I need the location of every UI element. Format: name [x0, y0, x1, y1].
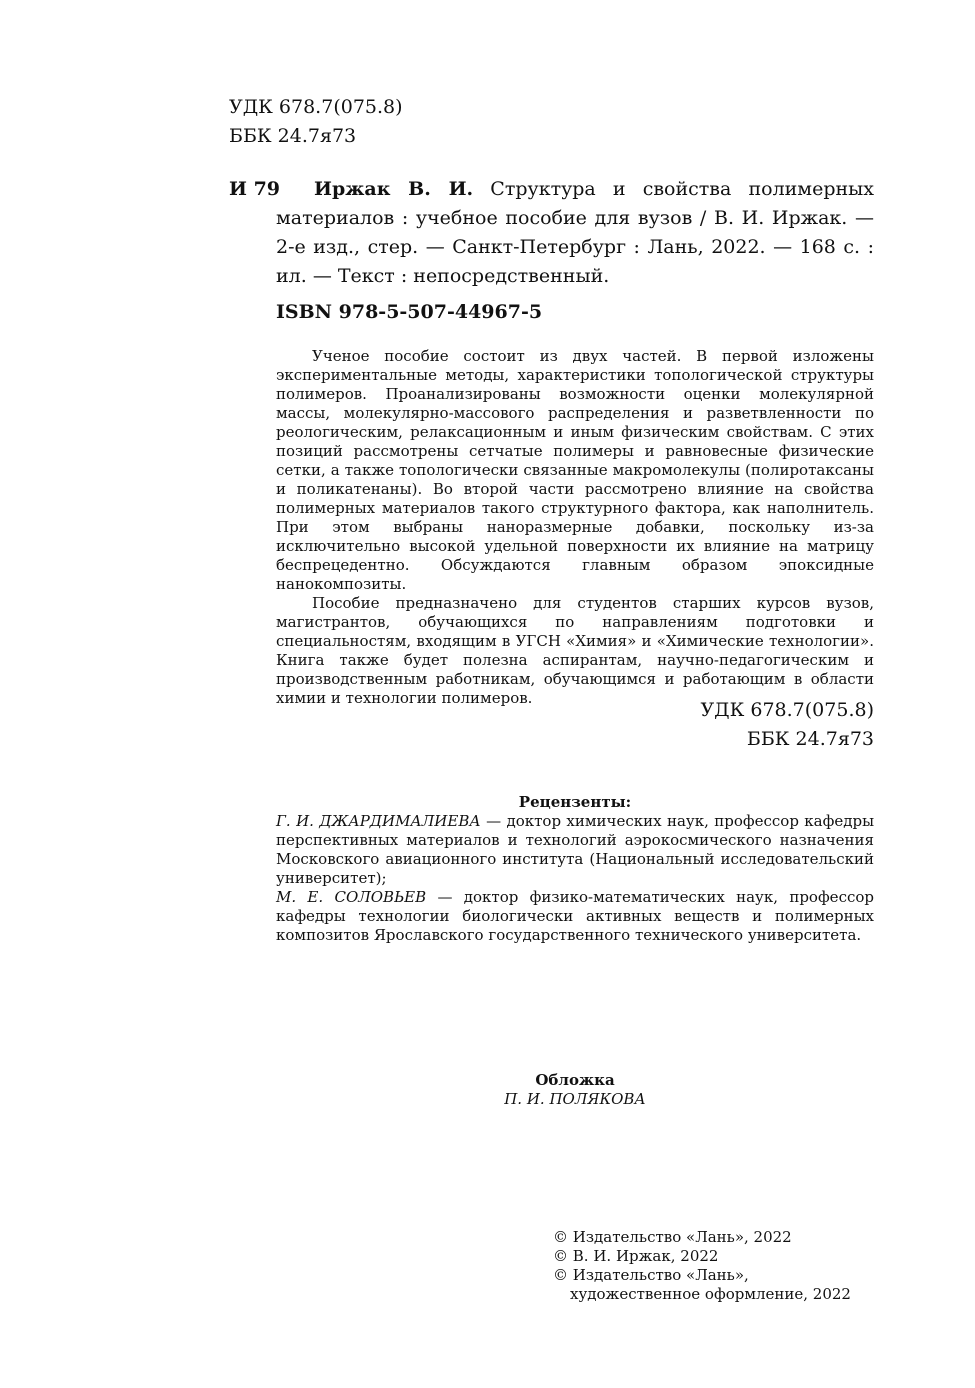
top-classification-codes	[229, 93, 403, 151]
record-author: Иржак В. И.	[314, 178, 474, 200]
record-description: Структура и свойства полимерных материалов : учебное пособие для вузов / В. И. Иржак. — 2-е изд., стер. — Санкт-Петербург : Лань, 2022. — 168 с. : ил. — Текст : непосредственный.	[276, 178, 874, 287]
copyright-line: © Издательство «Лань», 2022	[553, 1228, 792, 1246]
reviewer-name: М. Е. СОЛОВЬЕВ	[276, 888, 427, 906]
annotation	[276, 347, 874, 708]
bbk-code: ББК 24.7я73	[229, 125, 357, 147]
udk-code: УДК 678.7(075.8)	[229, 96, 403, 118]
cover-credit	[276, 1071, 874, 1109]
reviewer-entry	[276, 812, 874, 888]
reviewer-description: — доктор химических наук, профессор кафедры перспективных материалов и технологий аэрокосмического назначения Московского авиационного института (Национальный исследовательский университет);	[276, 812, 875, 887]
author-mark: И 79	[229, 178, 281, 200]
bibliographic-record	[276, 175, 874, 291]
reviewer-name: Г. И. ДЖАРДИМАЛИЕВА	[276, 812, 481, 830]
reviewer-description: — доктор физико-математических наук, профессор кафедры технологии биологически активных веществ и полимерных композитов Ярославского государственного технического университета.	[276, 888, 874, 944]
copyright-line: © Издательство «Лань»,	[553, 1266, 749, 1284]
cover-heading: Обложка	[535, 1071, 615, 1089]
reviewers-heading: Рецензенты:	[518, 793, 632, 811]
cover-designer: П. И. ПОЛЯКОВА	[504, 1090, 646, 1108]
bottom-classification-codes	[600, 696, 874, 754]
copyright-block	[553, 1228, 851, 1304]
copyright-line: художественное оформление, 2022	[570, 1285, 851, 1303]
udk-code: УДК 678.7(075.8)	[700, 699, 874, 721]
isbn: ISBN 978-5-507-44967-5	[276, 301, 543, 323]
bbk-code: ББК 24.7я73	[746, 728, 874, 750]
annotation-paragraph: Ученое пособие состоит из двух частей. В первой изложены экспериментальные методы, характеристики топологической структуры полимеров. Проанализированы возможности оценки молекулярной массы, молекулярно-массового распределения и разветвленности по реологическим, релаксационным и иным физическим свойствам. С этих позиций рассмотрены сетчатые полимеры и равновесные физические сетки, а также топологически связанные макромолекулы (полиротаксаны и поликатенаны). Во второй части рассмотрено влияние на свойства полимерных материалов такого структурного фактора, как наполнитель. При этом выбраны наноразмерные добавки, поскольку из-за исключительно высокой удельной поверхности их влияние на матрицу беспрецедентно. Обсуждаются главным образом эпоксидные нанокомпозиты.	[276, 347, 874, 593]
reviewer-entry	[276, 888, 874, 945]
annotation-paragraph: Пособие предназначено для студентов старших курсов вузов, магистрантов, обучающихся по направлениям подготовки и специальностям, входящим в УГСН «Химия» и «Химические технологии». Книга также будет полезна аспирантам, научно-педагогическим и производственным работникам, обучающимся и работающим в области химии и технологии полимеров.	[276, 594, 874, 707]
reviewers-section	[276, 793, 874, 945]
copyright-line: © В. И. Иржак, 2022	[553, 1247, 719, 1265]
